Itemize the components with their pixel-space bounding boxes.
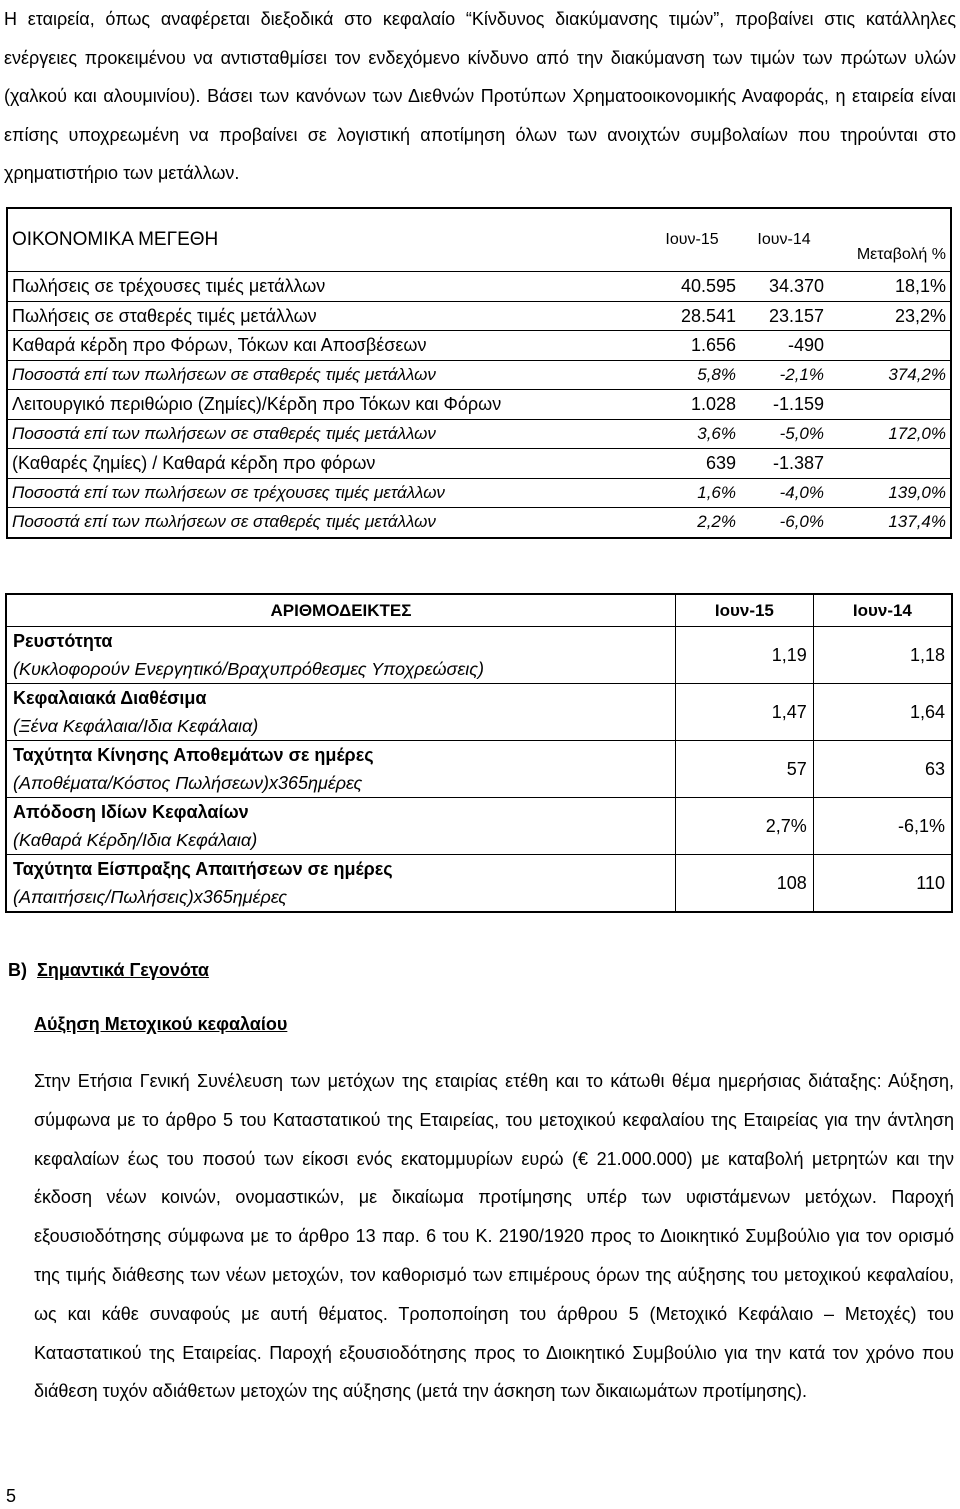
ratio-formula: (Απαιτήσεις/Πωλήσεις)x365ημέρες: [13, 887, 288, 907]
row-label: Ποσοστά επί των πωλήσεων σε σταθερές τιμές μετάλλων: [7, 360, 644, 390]
ratio-row: [6, 855, 952, 913]
ratio-value-jun15: 1,47: [676, 684, 814, 741]
table-header-row: [7, 208, 951, 272]
table-row: [7, 360, 951, 390]
table-row: [7, 301, 951, 331]
ratio-label: [6, 627, 676, 684]
intro-paragraph: Η εταιρεία, όπως αναφέρεται διεξοδικά στο κεφαλαίο “Κίνδυνος διακύμανσης τιμών”, προβαίνει στις κατάλληλες ενέργειες προκειμένου να αντισταθμίσει τον ενδεχόμενο κίνδυνο από την διακύμανση των τιμών των πρώτων υλών (χαλκού και αλουμινίου). Βάσει των κανόνων των Διεθνών Προτύπων Χρηματοοικονομικής Αναφοράς, η εταιρεία είναι επίσης υποχρεωμένη να προβαίνει σε λογιστική αποτίμηση όλων των ανοιχτών συμβολαίων που τηρούνται στο χρηματιστήριο των μετάλλων.: [4, 9, 956, 183]
ratios-col-jun14: Ιουν-14: [813, 594, 952, 627]
value-change: 18,1%: [828, 272, 951, 302]
page-number: 5: [6, 1486, 17, 1506]
financial-figures-table: [6, 207, 952, 539]
value-change: [828, 331, 951, 361]
row-label: Καθαρά κέρδη προ Φόρων, Τόκων και Αποσβέσεων: [7, 331, 644, 361]
ratio-value-jun15: 1,19: [676, 627, 814, 684]
value-change: 172,0%: [828, 419, 951, 449]
ratio-name: Ρευστότητα: [13, 631, 113, 651]
ratio-value-jun14: -6,1%: [813, 798, 952, 855]
ratio-name: Ταχύτητα Κίνησης Αποθεμάτων σε ημέρες: [13, 745, 374, 765]
value-jun14: -2,1%: [740, 360, 828, 390]
value-jun14: 23.157: [740, 301, 828, 331]
body-paragraph: Στην Ετήσια Γενική Συνέλευση των μετόχων της εταιρίας ετέθη και το κάτωθι θέμα ημερήσιας διάταξης: Αύξηση, σύμφωνα με το άρθρο 5 του Καταστατικού της Εταιρείας, του μετοχικού κεφαλαίου της Εταιρείας για την άντληση κεφαλαίων έως του ποσού των είκοσι ενός εκατομμυρίων ευρώ (€ 21.000.000) με καταβολή μετρητών και την έκδοση νέων κοινών, ονομαστικών, με δικαίωμα προτίμησης υπέρ των υφιστάμενων μετόχων. Παροχή εξουσιοδότησης σύμφωνα με το άρθρο 13 παρ. 6 του Κ. 2190/1920 προς το Διοικητικό Συμβούλιο για τον ορισμό της τιμής διάθεσης των νέων μετοχών, τον καθορισμό των επιμέρους όρων της αύξησης του μετοχικού κεφαλαίου, ως και κάθε συναφούς με αυτή θέματος. Τροποποίηση του άρθρου 5 (Μετοχικό Κεφάλαιο – Μετοχές) του Καταστατικού της Εταιρείας. Παροχή εξουσιοδότησης προς το Διοικητικό Συμβούλιο για την κατά τον χρόνο που διάθεση τυχόν αδιάθετων μετοχών της αύξησης (μετά την άσκηση των δικαιωμάτων προτίμησης).: [34, 1071, 954, 1402]
table-row: [7, 508, 951, 538]
ratio-label: [6, 684, 676, 741]
table-row: [7, 331, 951, 361]
ratio-row: [6, 684, 952, 741]
row-label: (Καθαρές ζημίες) / Καθαρά κέρδη προ φόρων: [7, 449, 644, 479]
ratio-formula: (Καθαρά Κέρδη/Ιδια Κεφάλαια): [13, 830, 258, 850]
ratio-formula: (Κυκλοφορούν Ενεργητικό/Βραχυπρόθεσμες Υποχρεώσεις): [13, 659, 485, 679]
ratios-table: [5, 593, 953, 913]
row-label: Ποσοστά επί των πωλήσεων σε σταθερές τιμές μετάλλων: [7, 419, 644, 449]
value-jun14: -6,0%: [740, 508, 828, 538]
table-row: [7, 419, 951, 449]
ratio-label: [6, 855, 676, 913]
row-label: Λειτουργικό περιθώριο (Ζημίες)/Κέρδη προ Τόκων και Φόρων: [7, 390, 644, 420]
row-label: Ποσοστά επί των πωλήσεων σε σταθερές τιμές μετάλλων: [7, 508, 644, 538]
value-jun14: -490: [740, 331, 828, 361]
value-jun15: 3,6%: [644, 419, 740, 449]
value-change: [828, 390, 951, 420]
table-row: [7, 478, 951, 508]
value-jun14: -1.159: [740, 390, 828, 420]
ratio-formula: (Ξένα Κεφάλαια/Ιδια Κεφάλαια): [13, 716, 259, 736]
value-jun15: 28.541: [644, 301, 740, 331]
ratios-header-row: [6, 594, 952, 627]
ratio-value-jun15: 57: [676, 741, 814, 798]
row-label: Ποσοστά επί των πωλήσεων σε τρέχουσες τιμές μετάλλων: [7, 478, 644, 508]
section-title: Σημαντικά Γεγονότα: [37, 960, 209, 980]
ratio-label: [6, 798, 676, 855]
value-jun14: 34.370: [740, 272, 828, 302]
value-jun15: 5,8%: [644, 360, 740, 390]
table-row: [7, 449, 951, 479]
value-change: 23,2%: [828, 301, 951, 331]
value-jun15: 1.028: [644, 390, 740, 420]
value-jun15: 639: [644, 449, 740, 479]
value-jun15: 1,6%: [644, 478, 740, 508]
ratio-value-jun14: 1,18: [813, 627, 952, 684]
column-header-change: Μεταβολή %: [828, 208, 951, 272]
table-title: ΟΙΚΟΝΟΜΙΚΑ ΜΕΓΕΘΗ: [7, 208, 644, 272]
subsection-title: Αύξηση Μετοχικού κεφαλαίου: [34, 1014, 288, 1034]
table-row: [7, 390, 951, 420]
value-change: 139,0%: [828, 478, 951, 508]
value-jun14: -1.387: [740, 449, 828, 479]
ratio-row: [6, 798, 952, 855]
section-marker: Β): [8, 960, 27, 980]
value-jun15: 40.595: [644, 272, 740, 302]
ratio-row: [6, 741, 952, 798]
table-row: [7, 272, 951, 302]
row-label: Πωλήσεις σε σταθερές τιμές μετάλλων: [7, 301, 644, 331]
column-header-jun15: Ιουν-15: [644, 208, 740, 272]
value-jun15: 2,2%: [644, 508, 740, 538]
value-jun14: -4,0%: [740, 478, 828, 508]
ratio-name: Απόδοση Ιδίων Κεφαλαίων: [13, 802, 249, 822]
section-heading: [8, 960, 209, 981]
ratio-value-jun15: 2,7%: [676, 798, 814, 855]
ratio-value-jun14: 63: [813, 741, 952, 798]
column-header-jun14: Ιουν-14: [740, 208, 828, 272]
value-change: 374,2%: [828, 360, 951, 390]
ratio-value-jun14: 110: [813, 855, 952, 913]
ratios-title: ΑΡΙΘΜΟΔΕΙΚΤΕΣ: [6, 594, 676, 627]
value-jun14: -5,0%: [740, 419, 828, 449]
ratio-formula: (Αποθέματα/Κόστος Πωλήσεων)x365ημέρες: [13, 773, 363, 793]
value-jun15: 1.656: [644, 331, 740, 361]
ratio-row: [6, 627, 952, 684]
ratio-name: Κεφαλαιακά Διαθέσιμα: [13, 688, 207, 708]
ratio-name: Ταχύτητα Είσπραξης Απαιτήσεων σε ημέρες: [13, 859, 393, 879]
value-change: 137,4%: [828, 508, 951, 538]
ratio-value-jun15: 108: [676, 855, 814, 913]
value-change: [828, 449, 951, 479]
ratio-label: [6, 741, 676, 798]
row-label: Πωλήσεις σε τρέχουσες τιμές μετάλλων: [7, 272, 644, 302]
ratios-col-jun15: Ιουν-15: [676, 594, 814, 627]
ratio-value-jun14: 1,64: [813, 684, 952, 741]
